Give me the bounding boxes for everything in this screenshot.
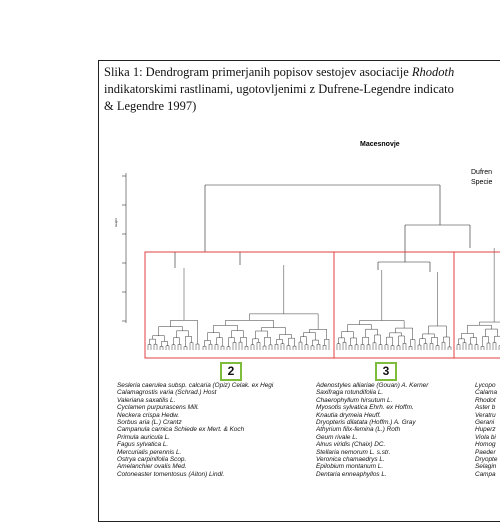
dendrogram-note-line-1: Dufren <box>471 169 493 176</box>
species-item: Aster b <box>475 404 496 412</box>
species-item: Calama <box>475 389 498 397</box>
dendrogram-leaf-branches <box>148 248 500 350</box>
species-item: Cotoneaster tomentosus (Aiton) Lindl. <box>117 470 225 478</box>
species-item: Sesleria caerulea subsp. calcaria (Opiz) Čelak. ex Hegi <box>117 382 274 389</box>
species-item: Stellaria nemorum L. s.str. <box>316 448 391 456</box>
species-item: Dryopteris dilatata (Hoffm.) A. Gray <box>316 419 416 427</box>
species-item: Rhodot <box>475 396 496 404</box>
species-item: Amelanchier ovalis Med. <box>117 463 187 471</box>
species-item: Sorbus aria (L.) Crantz <box>117 419 182 427</box>
species-item: Veratru <box>475 411 496 419</box>
species-item: Ostrya carpinifolia Scop. <box>117 456 187 464</box>
dendrogram-title: Macesnovje <box>360 141 400 148</box>
species-item: Dentaria enneaphyllos L. <box>316 470 387 478</box>
species-list-cluster-2 <box>117 382 317 478</box>
cluster-number-2: 2 <box>220 362 242 381</box>
species-item: Dryopte <box>475 456 498 464</box>
species-item: Veronica chamaedrys L. <box>316 456 385 464</box>
species-item: Primula auricula L. <box>117 433 170 441</box>
species-item: Alnus viridis (Chaix) DC. <box>316 441 386 449</box>
cluster-box-4 <box>454 252 500 358</box>
species-list-cluster-4 <box>475 382 500 478</box>
species-item: Gerani <box>475 419 495 427</box>
caption-italic: Rhodoth <box>411 65 455 79</box>
species-item: Adenostyles alliariae (Gouan) A. Kerner <box>316 382 429 389</box>
species-item: Huperz <box>475 426 496 434</box>
cluster-number-3: 3 <box>375 362 397 381</box>
species-list-cluster-3 <box>316 382 466 478</box>
species-item: Lycopo <box>475 382 496 389</box>
species-item: Epilobium montanum L. <box>316 463 384 471</box>
species-item: Viola bi <box>475 433 496 441</box>
species-item: Paeder <box>475 448 496 456</box>
cluster-box-3 <box>334 252 454 358</box>
species-item: Fagus sylvatica L. <box>117 441 169 449</box>
species-item: Neckera crispa Hedw. <box>117 411 180 419</box>
species-item: Mercurialis perennis L. <box>117 448 182 456</box>
dendrogram-top-branches <box>175 185 470 272</box>
caption-line-1: Slika 1: Dendrogram primerjanih popisov sestojev asociacije Rhodoth <box>104 65 455 79</box>
species-item: Cyclamen purpurascens Mill. <box>117 404 200 412</box>
caption-line-2: indikatorskimi rastlinami, ugotovljenimi z Dufrene-Legendre indicato <box>104 82 454 96</box>
species-item: Calamagrostis varia (Schrad.) Host <box>117 389 217 397</box>
species-item: Homog <box>475 441 496 449</box>
dendrogram-note-line-2: Specie <box>471 179 493 186</box>
species-item: Selagin <box>475 463 497 471</box>
species-item: Saxifraga rotundifolia L. <box>316 389 384 397</box>
y-axis-label: Height <box>114 218 118 227</box>
species-item: Knautia drymeia Heuff. <box>316 411 382 419</box>
species-item: Chaerophyllum hirsutum L. <box>316 396 393 404</box>
species-item: Campa <box>475 470 496 478</box>
species-item: Valeriana saxatilis L. <box>117 396 176 404</box>
species-item: Athyrium filix-femina (L.) Roth <box>316 426 401 434</box>
species-item: Geum rivale L. <box>316 433 358 441</box>
caption-line-3: & Legendre 1997) <box>104 99 197 113</box>
species-item: Campanula carnica Schiede ex Mert. & Koch <box>117 426 245 434</box>
species-item: Myosotis sylvatica Ehrh. ex Hoffm. <box>316 404 414 412</box>
